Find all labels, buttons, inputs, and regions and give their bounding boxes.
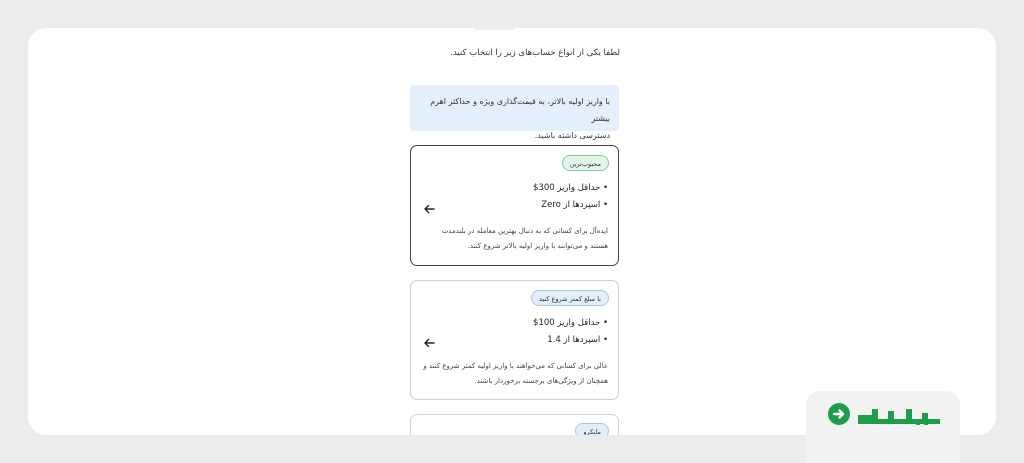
card-description-line1: ایده‌آل برای کسانی که به دنبال بهترین معامله در بلندمدت [441,227,608,235]
spread-text: • اسپردها از 1.4 [547,335,608,345]
arrow-left-icon[interactable] [423,200,435,212]
badge-most-popular: محبوب‌ترین [562,155,609,171]
min-deposit-text: • حداقل واریز 300$ [533,183,608,193]
account-card-micro[interactable] [410,414,619,435]
brand-logo [806,391,960,463]
card-description-line2: هستند و می‌توانند با واریز اولیه بالاتر شروع کنند. [467,242,608,250]
main-frame [28,28,996,435]
account-type-panel [410,28,620,435]
card-description-line2: همچنان از ویژگی‌های برجسته برخوردار باشند. [474,377,608,385]
info-banner-line1: با واریز اولیه بالاتر، به قیمت‌گذاری ویژه و حداکثر اهرم بیشتر [430,97,610,123]
account-card-standard[interactable] [410,280,619,400]
badge-micro: مایکرو [575,423,609,435]
badge-start-lower: با مبلغ کمتر شروع کنید [531,290,609,306]
divider [474,28,514,30]
account-card-zero[interactable] [410,145,619,266]
card-description [421,224,608,254]
arrow-left-icon[interactable] [423,334,435,346]
card-description [421,359,608,389]
info-banner-line2: دسترسی داشته باشید. [534,131,610,140]
card-description-line1: عالی برای کسانی که می‌خواهند با واریز اولیه کمتر شروع کنند و [423,362,608,370]
logo-mark-icon [826,401,852,427]
spread-text: • اسپردها از Zero [541,200,608,210]
instruction-text: لطفا یکی از انواع حساب‌های زیر را انتخاب کنید. [450,48,620,58]
min-deposit-text: • حداقل واریز 100$ [533,318,608,328]
logo-subtext: SODOUP [892,421,915,426]
info-banner [410,85,619,140]
